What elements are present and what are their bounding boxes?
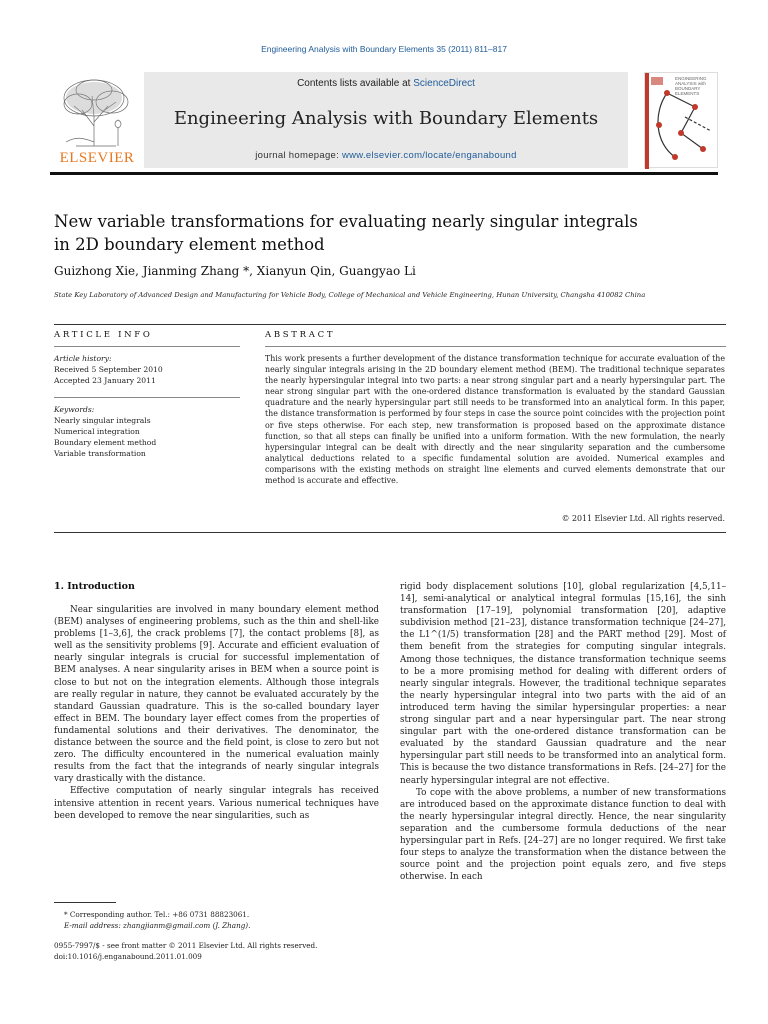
- masthead: [50, 72, 718, 168]
- keywords-block: [54, 404, 240, 459]
- keywords-label: Keywords:: [54, 405, 95, 414]
- issn-line: 0955-7997/$ - see front matter © 2011 Elsevier Ltd. All rights reserved.: [54, 941, 318, 950]
- history-label: Article history:: [54, 354, 112, 363]
- journal-title: Engineering Analysis with Boundary Elements: [173, 108, 599, 129]
- author-list: Guizhong Xie, Jianming Zhang *, Xianyun Qin, Guangyao Li: [54, 264, 416, 278]
- publisher-name: ELSEVIER: [59, 150, 135, 166]
- doi-line[interactable]: doi:10.1016/j.enganabound.2011.01.009: [54, 952, 202, 961]
- intro-right-column: [400, 581, 726, 883]
- info-top-rule: [54, 324, 726, 325]
- keyword-item: Boundary element method: [54, 438, 157, 447]
- intro-left-column: [54, 604, 379, 822]
- article-title: [54, 210, 694, 256]
- elsevier-tree-icon: [56, 76, 134, 148]
- affiliation: State Key Laboratory of Advanced Design and Manufacturing for Vehicle Body, College of Mechanical and Vehicle Engineering, Hunan University, Changsha 410082 China: [54, 291, 646, 299]
- publisher-logo[interactable]: [50, 72, 140, 168]
- abstract-text: This work presents a further development of the distance transformation technique for accurate evaluation of the nearly singular integrals arising in the 2D boundary element method (BEM). The traditional technique separates the nearly hypersingular integral into two parts: a near strong singular part and a nearly hypersingular part. The near strong singular part with the one-ordered distance transformation is evaluated by the standard Gaussian quadrature and the nearly hypersingular part still needs to be transformed into an analytical form. In this paper, the distance transformation is performed by four steps in case the source point coincides with the projection point or five steps otherwise. For each step, new transformation is proposed based on the approximate distance function, so that all steps can finally be unified into a uniform formation. With the new formulation, the nearly hypersingular integral can be dealt with directly and the near singularity separation and the cumbersome analytical deductions related to a specific fundamental solution are avoided. Numerical examples and comparisons with the existing methods on straight line elements and curved elements demonstrate that our method is accurate and effective.: [265, 354, 725, 486]
- intro-paragraph: Effective computation of nearly singular integrals has received intensive attention in recent years. Various numerical techniques have been developed to remove the near singularities, such as: [54, 786, 379, 821]
- keyword-item: Variable transformation: [54, 449, 146, 458]
- introduction-heading: 1. Introduction: [54, 581, 135, 592]
- received-date: Received 5 September 2010: [54, 365, 163, 374]
- journal-cover[interactable]: [644, 72, 718, 168]
- homepage-link[interactable]: www.elsevier.com/locate/enganabound: [341, 150, 517, 161]
- article-title-line-1: New variable transformations for evaluating nearly singular integrals: [54, 212, 638, 231]
- keyword-item: Numerical integration: [54, 427, 140, 436]
- sciencedirect-link[interactable]: ScienceDirect: [413, 78, 475, 89]
- masthead-rule: [50, 172, 718, 175]
- history-rule: [54, 397, 240, 398]
- corresponding-author: * Corresponding author. Tel.: +86 0731 88823061.: [64, 910, 250, 919]
- copyright-notice: © 2011 Elsevier Ltd. All rights reserved.: [561, 514, 725, 523]
- intro-paragraph: Near singularities are involved in many boundary element method (BEM) analyses of engineering problems, such as the thin and shell-like problems [1–3,6], the crack problems [7], the contact problems [8], as well as the sensitivity problems [9]. Accurate and efficient evaluation of nearly singular integrals is crucial for successful implementation of BEM analyses. A near singularity arises in BEM when a source point is close to but not on the integration elements. Although those integrals are really regular in nature, they cannot be evaluated accurately by the standard Gaussian quadrature. This is the so-called boundary layer effect in BEM. The boundary layer effect comes from the properties of fundamental solutions and their derivatives. The denominator, the distance between the source and the field point, is close to zero but not zero. The difficulty encountered in the numerical evaluation mainly results from the fact that the integrands of nearly singular integrals vary drastically with the distance.: [54, 605, 379, 785]
- contents-prefix: Contents lists available at: [297, 78, 414, 89]
- article-history: [54, 353, 240, 386]
- intro-paragraph: To cope with the above problems, a number of new transformations are introduced based on the approximate distance function to deal with the nearly hypersingular integral directly. Hence, the near singularity separation and the cumbersome formula deductions of the near hypersingular part in Refs. [24–27] are no longer required. We first take four steps to analyze the transformation when the distance between the source point and the projection point equals zero, and five steps otherwise. In each: [400, 787, 726, 883]
- homepage-prefix: journal homepage:: [255, 150, 342, 161]
- contents-line: [144, 78, 628, 89]
- info-rule: [54, 346, 240, 347]
- article-title-line-2: in 2D boundary element method: [54, 235, 325, 254]
- journal-citation[interactable]: Engineering Analysis with Boundary Elements 35 (2011) 811–817: [261, 44, 507, 54]
- abstract-heading: ABSTRACT: [265, 330, 336, 340]
- abstract-bottom-rule: [54, 532, 726, 533]
- footnote-rule: [54, 902, 116, 903]
- homepage-line: [144, 150, 628, 161]
- article-info-heading: ARTICLE INFO: [54, 330, 153, 340]
- front-matter: [54, 940, 374, 962]
- keyword-item: Nearly singular integrals: [54, 416, 151, 425]
- footnote: [54, 909, 374, 931]
- masthead-banner: [144, 72, 628, 168]
- abstract-rule: [265, 346, 726, 347]
- cover-title: ENGINEERING ANALYSIS with BOUNDARY ELEMENTS: [675, 76, 707, 96]
- email-address[interactable]: E-mail address: zhangjianm@gmail.com (J. Zhang).: [64, 921, 251, 930]
- accepted-date: Accepted 23 January 2011: [54, 376, 156, 385]
- intro-paragraph: rigid body displacement solutions [10], global regularization [4,5,11–14], semi-analytical or analytical integral formulas [15,16], the sinh transformation [17–19], polynomial transformation [20], adaptive subdivision method [21–23], distance transformation technique [24–27], the L1^(1/5) transformation [28] and the PART method [29]. Most of them benefit from the strategies for computing singular integrals. Among those techniques, the distance transformation technique seems to be a more promising method for dealing with different orders of nearly singular integrals. However, the traditional technique separates the nearly hypersingular integral into two parts with the aid of an introduced term having the similar hypersingular properties: a near strong singular part and a near hypersingular part. The near strong singular part with the one-ordered distance transformation can be evaluated by the standard Gaussian quadrature and the near hypersingular part still needs to be transformed into an analytical form. This is because the two distance transformations in Refs. [24–27] for the nearly hypersingular integral are not effective.: [400, 582, 726, 786]
